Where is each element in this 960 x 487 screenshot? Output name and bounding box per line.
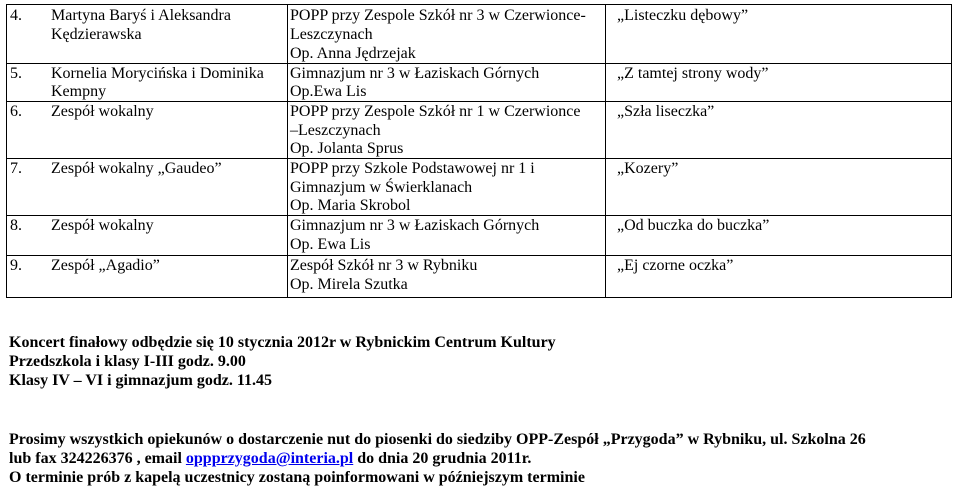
performer-name: Martyna Baryś i Aleksandra	[51, 7, 231, 24]
school-name: Zespół Szkół nr 3 w Rybniku	[290, 257, 478, 274]
school-name: Gimnazjum nr 3 w Łaziskach Górnych	[290, 217, 540, 234]
concert-info-line: Koncert finałowy odbędzie się 10 stycznia 2012r w Rybnickim Centrum Kultury	[9, 334, 556, 351]
performer-name: Zespół wokalny „Gaudeo”	[51, 160, 222, 177]
performer-name: Zespół wokalny	[51, 103, 154, 120]
request-line: Prosimy wszystkich opiekunów o dostarczenie nut do piosenki do siedziby OPP-Zespół „Przygoda” w Rybniku, ul. Szkolna 26	[9, 431, 866, 448]
song-title: „Szła liseczka”	[617, 103, 715, 120]
email-link[interactable]: oppprzygoda@interia.pl	[185, 450, 354, 467]
row-number: 6.	[10, 103, 22, 120]
song-title: „Z tamtej strony wody”	[617, 65, 769, 82]
row-number: 8.	[10, 217, 22, 234]
deadline-text: do dnia 20 grudnia 2011r.	[353, 450, 532, 467]
school-name: POPP przy Zespole Szkół nr 3 w Czerwionce-	[290, 7, 586, 24]
participants-table	[6, 4, 952, 298]
contact-line	[9, 449, 531, 468]
teacher-name: Op. Anna Jędrzejak	[290, 45, 416, 62]
school-name: –Leszczynach	[290, 122, 381, 139]
row-number: 4.	[10, 7, 22, 24]
song-title: „Listeczku dębowy”	[617, 7, 749, 24]
teacher-name: Op.Ewa Lis	[290, 83, 367, 100]
row-number: 7.	[10, 160, 22, 177]
school-name: Leszczynach	[290, 26, 373, 43]
song-title: „Ej czorne oczka”	[617, 257, 734, 274]
concert-schedule-line: Klasy IV – VI i gimnazjum godz. 11.45	[9, 372, 272, 389]
school-name: POPP przy Zespole Szkół nr 1 w Czerwionce	[290, 103, 581, 120]
performer-name: Zespół wokalny	[51, 217, 154, 234]
teacher-name: Op. Maria Skrobol	[290, 197, 411, 214]
teacher-name: Op. Mirela Szutka	[290, 276, 408, 293]
row-number: 5.	[10, 65, 22, 82]
teacher-name: Op. Jolanta Sprus	[290, 140, 404, 157]
performer-name: Zespół „Agadio”	[51, 257, 160, 274]
rehearsal-info-line: O terminie prób z kapelą uczestnicy zostaną poinformowani w późniejszym terminie	[9, 469, 585, 486]
song-title: „Od buczka do buczka”	[617, 217, 770, 234]
row-number: 9.	[10, 257, 22, 274]
performer-name: Kornelia Morycińska i Dominika	[51, 65, 264, 82]
performer-name: Kempny	[51, 83, 107, 100]
teacher-name: Op. Ewa Lis	[290, 236, 371, 253]
song-title: „Kozery”	[617, 160, 679, 177]
school-name: POPP przy Szkole Podstawowej nr 1 i	[290, 160, 535, 177]
concert-schedule-line: Przedszkola i klasy I-III godz. 9.00	[9, 353, 246, 370]
contact-prefix: lub fax 324226376 , email	[9, 450, 186, 467]
column-divider	[287, 5, 288, 297]
school-name: Gimnazjum nr 3 w Łaziskach Górnych	[290, 65, 540, 82]
column-divider	[605, 5, 606, 297]
school-name: Gimnazjum w Świerklanach	[290, 179, 473, 196]
performer-name: Kędzierawska	[51, 26, 142, 43]
